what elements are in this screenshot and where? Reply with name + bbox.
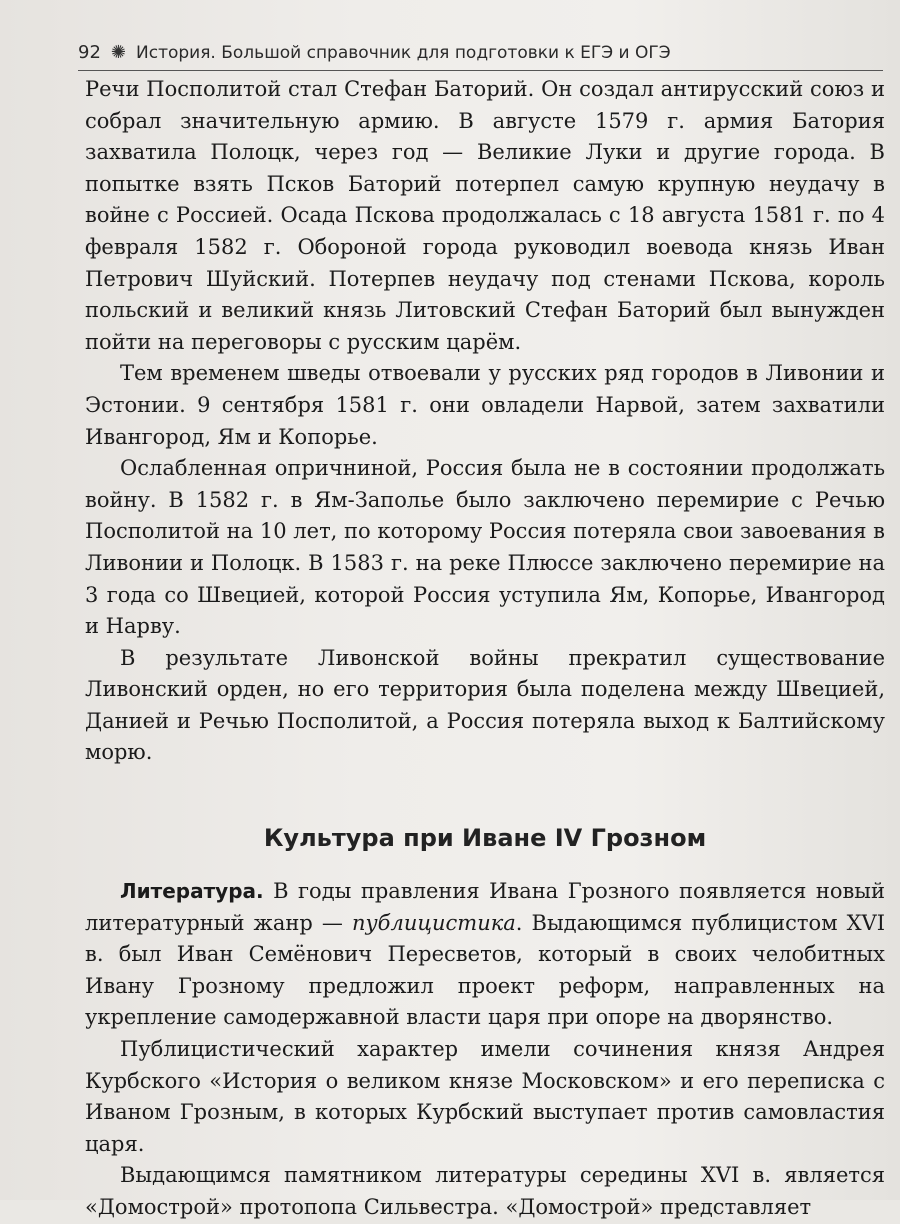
sun-icon: ✺ <box>110 42 126 63</box>
paragraph-4: В результате Ливонской войны прекратил существование Ливонский орден, но его территория была поделена между Швецией, Данией и Речью Посполитой, а Россия потеряла выход к Балтийскому морю. <box>85 645 885 765</box>
section-title: Культура при Иване IV Грозном <box>263 824 707 853</box>
book-title: История. Большой справочник для подготовки к ЕГЭ и ОГЭ <box>136 42 671 63</box>
running-header <box>78 42 878 63</box>
literature-paragraph-3: Выдающимся памятником литературы середины XVI в. является «Домострой» протопопа Сильвестра. «Домострой» представляет <box>85 1163 885 1219</box>
literature-term: публицистика <box>351 910 516 935</box>
page-number: 92 <box>78 42 101 63</box>
literature-text-a: В годы правления Ивана Грозного появляется новый литературный жанр — <box>85 879 885 935</box>
literature-text-b: . Выдающимся публицистом XVI в. был Иван Семёнович Пересветов, который в своих челобитных Ивану Грозному предложил проект реформ, направленных на укрепление самодержавной власти царя при опоре на дворянство. <box>85 910 885 1030</box>
literature-paragraph-2: Публицистический характер имели сочинения князя Андрея Курбского «История о великом князе Московском» и его переписка с Иваном Грозным, в которых Курбский выступает против самовластия царя. <box>85 1037 885 1156</box>
paragraph-1: Речи Посполитой стал Стефан Баторий. Он создал антирусский союз и собрал значительную армию. В августе 1579 г. армия Батория захватила Полоцк, через год — Великие Луки и другие города. В попытке взять Псков Баторий потерпел самую крупную неудачу в войне с Россией. Осада Пскова продолжалась с 18 августа 1581 г. по 4 февраля 1582 г. Обороной города руководил воевода князь Иван Петрович Шуйский. Потерпев неудачу под стенами Пскова, король польский и великий князь Литовский Стефан Баторий был вынужден пойти на переговоры с русским царём. <box>85 77 885 354</box>
paragraph-2: Тем временем шведы отвоевали у русских ряд городов в Ливонии и Эстонии. 9 сентября 1581 г. они овладели Нарвой, затем захватили Ивангород, Ям и Копорье. <box>85 361 885 449</box>
literature-lead: Литература. <box>120 879 264 904</box>
literature-paragraph-1 <box>85 876 885 1034</box>
page-body <box>85 74 885 1224</box>
paragraph-3: Ослабленная опричниной, Россия была не в состоянии продолжать войну. В 1582 г. в Ям-Заполье было заключено перемирие с Речью Посполитой на 10 лет, по которому Россия потеряла свои завоевания в Ливонии и Полоцк. В 1583 г. на реке Плюссе заключено перемирие на 3 года со Швецией, которой Россия уступила Ям, Копорье, Ивангород и Нарву. <box>85 456 885 639</box>
header-rule <box>78 70 883 71</box>
